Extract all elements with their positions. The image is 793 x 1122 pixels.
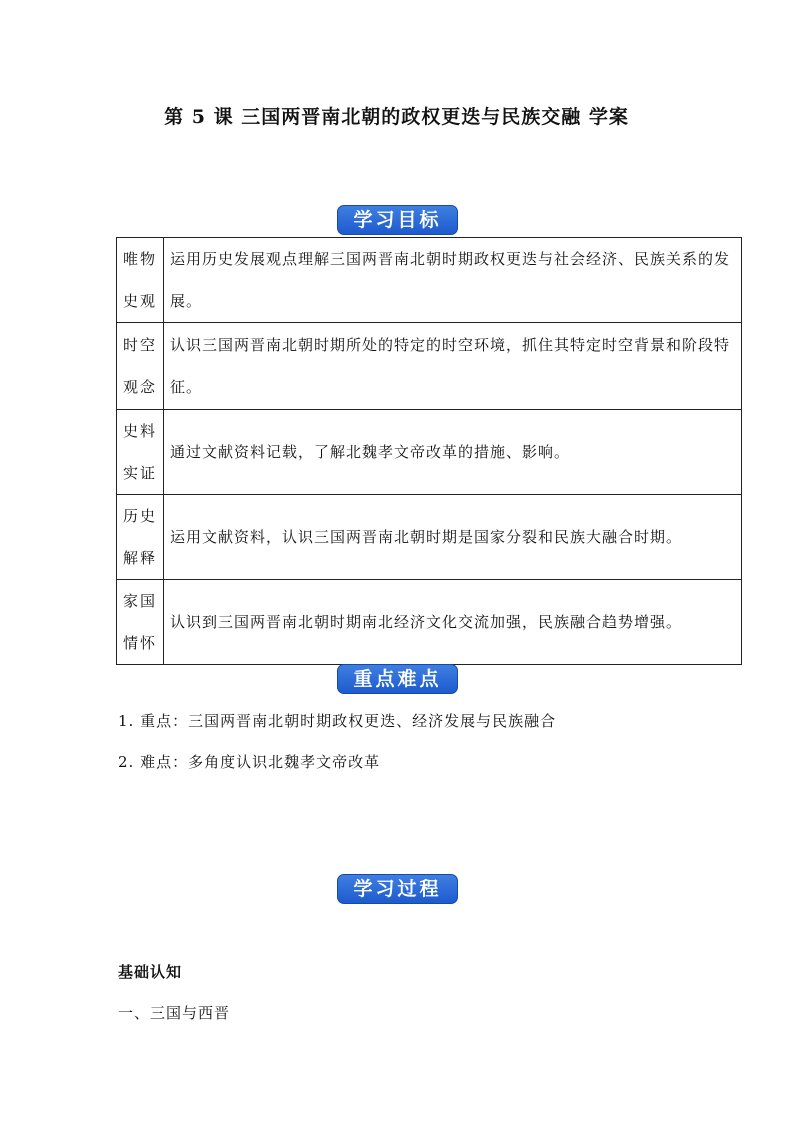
- key-point-item: 1. 重点：三国两晋南北朝时期政权更迭、经济发展与民族融合: [118, 712, 557, 730]
- description-cell: 认识三国两晋南北朝时期所处的特定的时空环境，抓住其特定时空背景和阶段特征。: [164, 323, 742, 410]
- table-row: [117, 323, 742, 410]
- table-row: [117, 238, 742, 323]
- category-label-line2: 观念: [122, 378, 157, 396]
- category-label-line2: 史观: [122, 292, 157, 310]
- process-badge: 学习过程: [337, 874, 458, 904]
- category-label-line1: 史料: [122, 422, 157, 440]
- table-row: [117, 495, 742, 580]
- category-label-line1: 历史: [122, 507, 157, 525]
- key-points-badge: 重点难点: [337, 664, 458, 694]
- page-title: 第 5 课 三国两晋南北朝的政权更迭与民族交融 学案: [164, 106, 629, 128]
- table-row: [117, 410, 742, 495]
- category-cell: [117, 238, 164, 323]
- description-cell: 运用历史发展观点理解三国两晋南北朝时期政权更迭与社会经济、民族关系的发展。: [164, 238, 742, 323]
- subsection-heading: 一、三国与西晋: [118, 1004, 231, 1022]
- category-cell: [117, 410, 164, 495]
- difficulty-item: 2. 难点：多角度认识北魏孝文帝改革: [118, 753, 381, 771]
- category-label-line2: 实证: [122, 464, 157, 482]
- category-label-line1: 家国: [122, 592, 157, 610]
- table-row: [117, 580, 742, 665]
- category-label-line1: 时空: [122, 336, 157, 354]
- category-cell: [117, 323, 164, 410]
- section-heading: 基础认知: [118, 963, 183, 981]
- category-label-line1: 唯物: [122, 250, 157, 268]
- category-label-line2: 解释: [122, 549, 157, 567]
- category-cell: [117, 495, 164, 580]
- objectives-badge: 学习目标: [337, 205, 458, 235]
- category-cell: [117, 580, 164, 665]
- description-cell: 认识到三国两晋南北朝时期南北经济文化交流加强，民族融合趋势增强。: [164, 580, 742, 665]
- description-cell: 运用文献资料，认识三国两晋南北朝时期是国家分裂和民族大融合时期。: [164, 495, 742, 580]
- objectives-table: [116, 237, 742, 665]
- category-label-line2: 情怀: [122, 634, 157, 652]
- description-cell: 通过文献资料记载，了解北魏孝文帝改革的措施、影响。: [164, 410, 742, 495]
